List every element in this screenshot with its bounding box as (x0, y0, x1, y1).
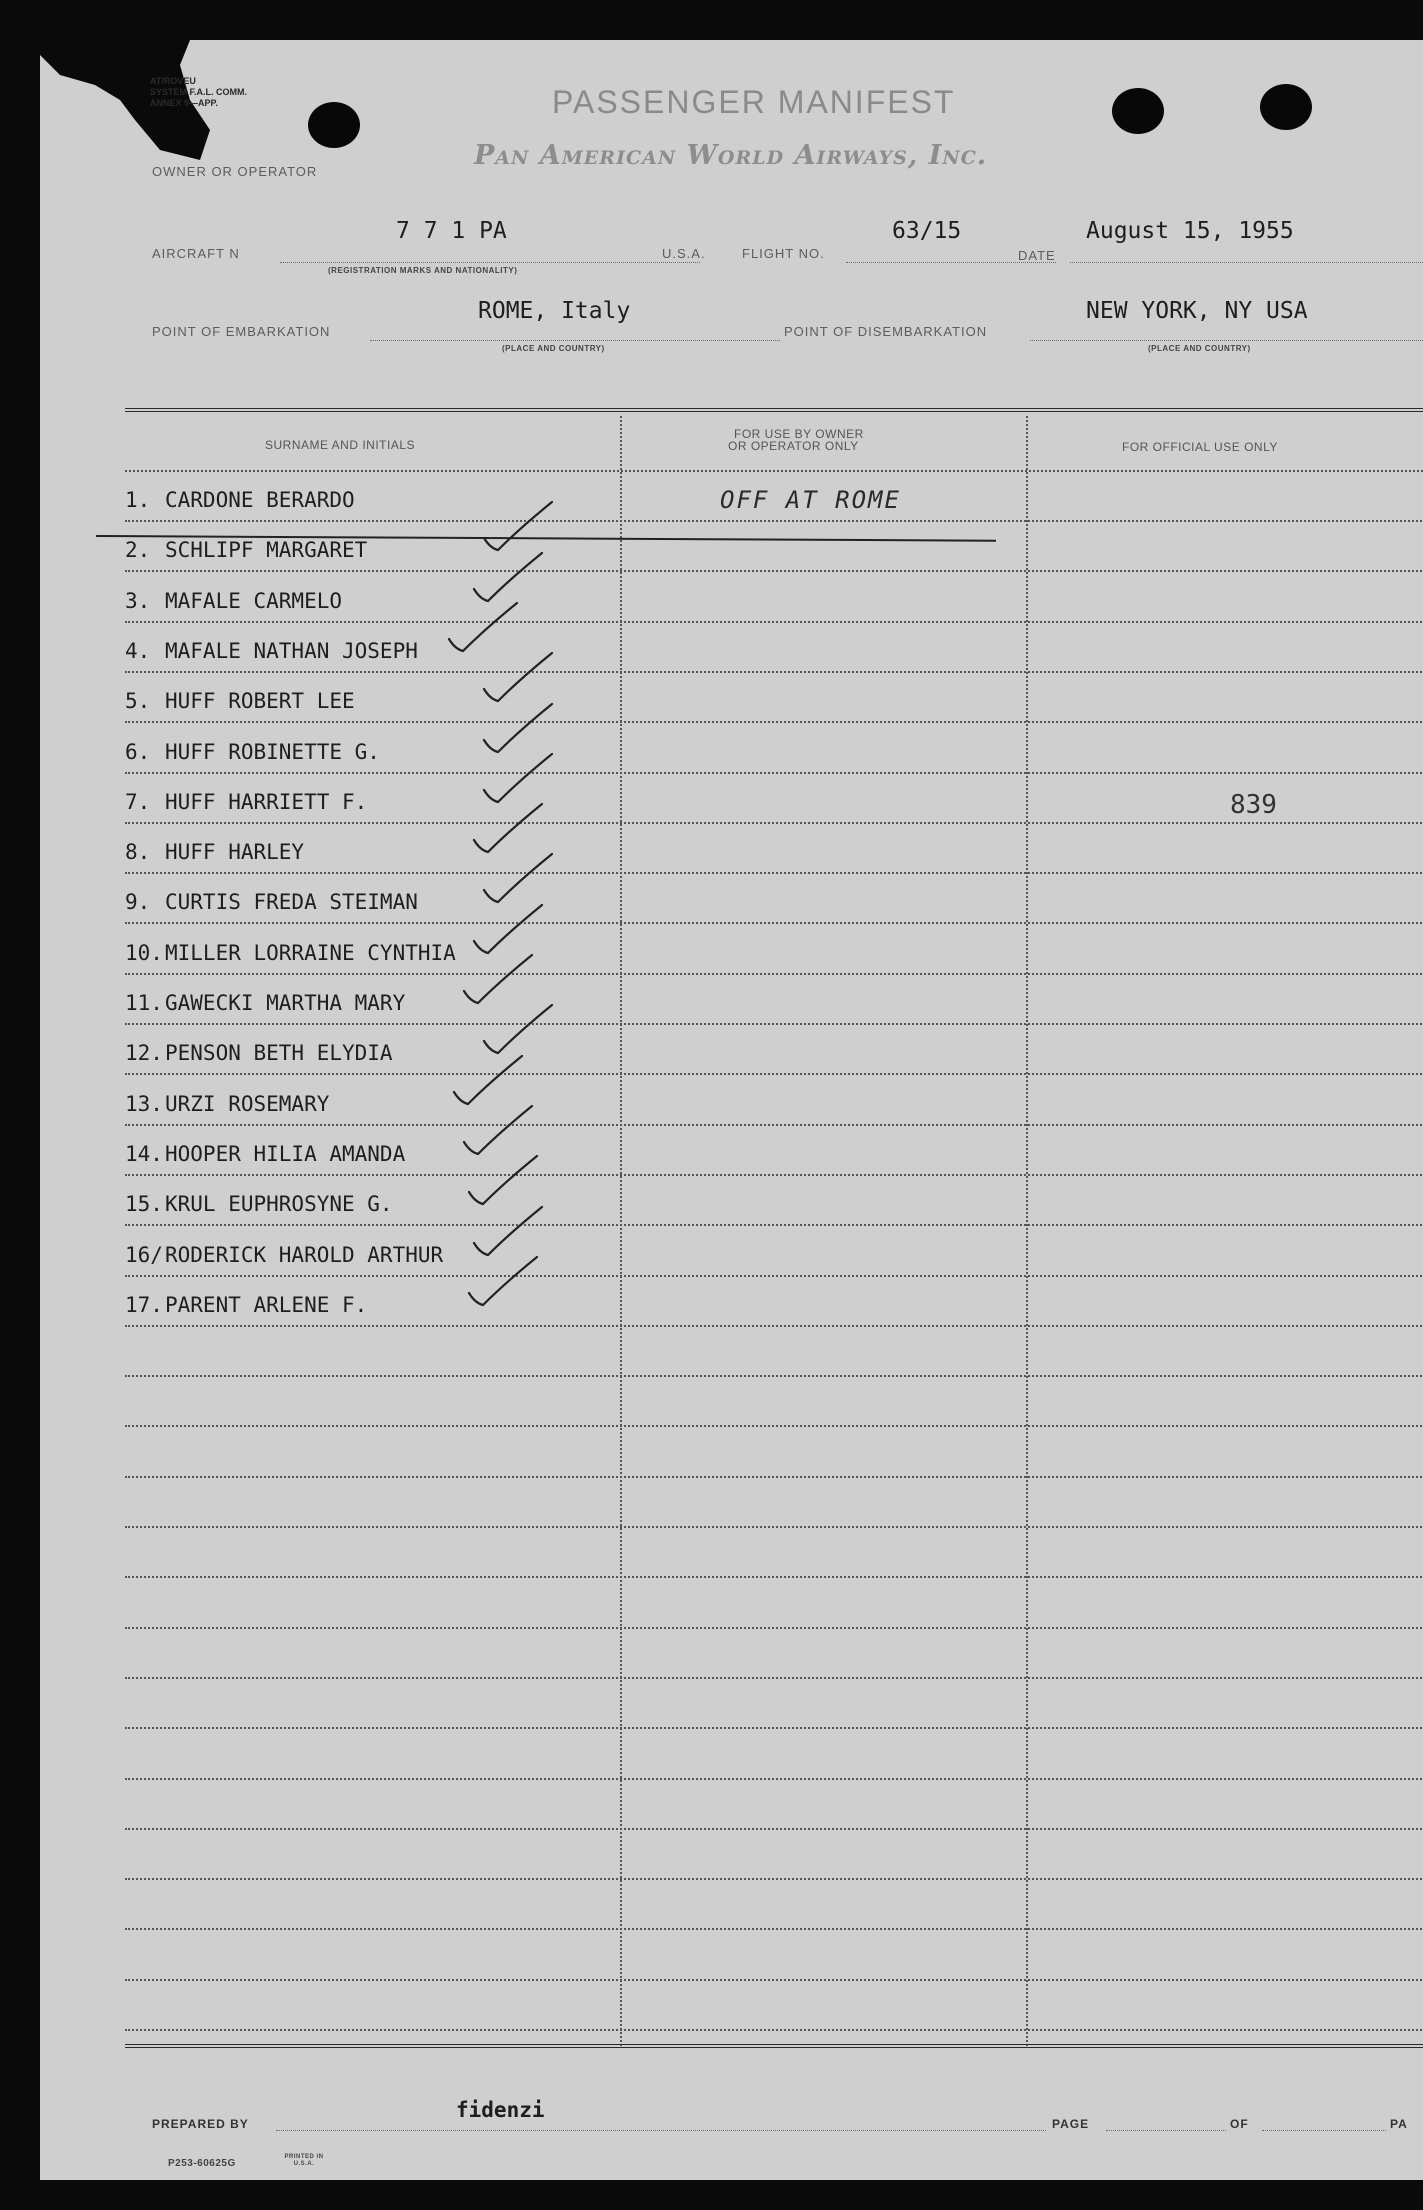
passenger-name: RODERICK HAROLD ARTHUR (165, 1242, 444, 1267)
empty-row (125, 1325, 1423, 1375)
empty-row (125, 1878, 1423, 1928)
check-mark-icon (465, 1253, 545, 1313)
passenger-name: PARENT ARLENE F. (165, 1292, 368, 1317)
flight-label: FLIGHT NO. (742, 246, 825, 261)
date-line (1070, 262, 1423, 263)
passenger-number: 4. (125, 638, 151, 663)
row-rule (125, 2029, 1423, 2031)
prepared-by-value: fidenzi (456, 2098, 545, 2122)
date-label: DATE (1018, 248, 1056, 263)
empty-row (125, 1828, 1423, 1878)
passenger-number: 8. (125, 840, 151, 865)
printed-note: PRINTED IN U.S.A. (284, 2154, 324, 2167)
punch-hole-1 (308, 102, 360, 148)
empty-row (125, 1526, 1423, 1576)
date-value: August 15, 1955 (1086, 218, 1294, 244)
flight-value: 63/15 (892, 218, 962, 244)
passenger-name: KRUL EUPHROSYNE G. (165, 1192, 393, 1217)
form-stamp: AT/ROVEU SYSTEM F.A.L. COMM. ANNEX 9—APP. (150, 76, 248, 108)
torn-corner (40, 40, 280, 240)
aircraft-line (280, 262, 700, 263)
disembarkation-value: NEW YORK, NY USA (1086, 298, 1308, 324)
passenger-name: GAWECKI MARTHA MARY (165, 991, 406, 1015)
table-top-rule (125, 408, 1423, 412)
embarkation-label: POINT OF EMBARKATION (152, 324, 331, 339)
empty-row (125, 1677, 1423, 1727)
surname-column-header: SURNAME AND INITIALS (265, 438, 416, 452)
of-line (1262, 2130, 1386, 2131)
empty-row (125, 1728, 1423, 1778)
prepared-by-label: PREPARED BY (152, 2117, 249, 2131)
passenger-row (125, 1074, 1423, 1124)
official-note: 839 (1230, 790, 1277, 820)
punch-hole-3 (1260, 84, 1312, 130)
passenger-number: 3. (125, 588, 151, 613)
empty-row (125, 1979, 1423, 2029)
of-label: OF (1230, 2117, 1249, 2131)
pa-label: PA (1390, 2117, 1408, 2131)
passenger-name: CURTIS FREDA STEIMAN (165, 890, 418, 915)
disembarkation-label: POINT OF DISEMBARKATION (784, 324, 988, 339)
empty-row (125, 1476, 1423, 1526)
passenger-name: HUFF ROBINETTE G. (165, 739, 380, 764)
passenger-name: SCHLIPF MARGARET (165, 538, 368, 563)
passenger-number: 14. (125, 1141, 163, 1166)
embarkation-value: ROME, Italy (478, 298, 631, 324)
passenger-row (125, 822, 1423, 872)
passenger-name: HUFF HARRIETT F. (165, 789, 368, 814)
passenger-row (125, 571, 1423, 621)
page-title: PASSENGER MANIFEST (552, 84, 956, 120)
owner-note-off-at-rome: OFF AT ROME (720, 486, 901, 514)
aircraft-label: AIRCRAFT N (152, 246, 240, 261)
table-bottom-rule (125, 2044, 1423, 2048)
manifest-page (40, 40, 1423, 2180)
passenger-name: PENSON BETH ELYDIA (165, 1041, 393, 1066)
passenger-number: 9. (125, 890, 151, 915)
passenger-number: 11. (125, 991, 163, 1015)
owner-column-header-line2: OR OPERATOR ONLY (728, 439, 859, 453)
passenger-name: MAFALE CARMELO (165, 588, 343, 613)
passenger-row (125, 621, 1423, 671)
passenger-number: 10. (125, 940, 163, 965)
empty-row (125, 1778, 1423, 1828)
passenger-number: 15. (125, 1192, 163, 1217)
passenger-number: 12. (125, 1041, 163, 1066)
owner-column-header-line1: FOR USE BY OWNER (734, 427, 864, 441)
passenger-name: MILLER LORRAINE CYNTHIA (165, 940, 456, 965)
owner-label: OWNER OR OPERATOR (152, 164, 318, 179)
passenger-name: CARDONE BERARDO (165, 488, 355, 512)
punch-hole-2 (1112, 88, 1164, 134)
passenger-name: HUFF ROBERT LEE (165, 689, 355, 714)
empty-row (125, 1627, 1423, 1677)
passenger-row (125, 520, 1423, 570)
passenger-row (125, 1023, 1423, 1073)
passenger-name: HOOPER HILIA AMANDA (165, 1141, 406, 1166)
empty-row (125, 1426, 1423, 1476)
page-line (1106, 2130, 1226, 2131)
page-label: PAGE (1052, 2117, 1090, 2131)
passenger-row (125, 1275, 1423, 1325)
form-number: P253-60625G (168, 2158, 236, 2169)
embarkation-line (370, 340, 780, 341)
passenger-number: 1. (125, 488, 151, 512)
passenger-row (125, 973, 1423, 1023)
passenger-number: 13. (125, 1091, 163, 1116)
disembarkation-line (1030, 340, 1423, 341)
passenger-row (125, 722, 1423, 772)
empty-row (125, 1929, 1423, 1979)
embarkation-note: (PLACE AND COUNTRY) (502, 344, 605, 353)
passenger-number: 17. (125, 1292, 163, 1317)
passenger-number: 16/ (125, 1242, 163, 1267)
passenger-number: 6. (125, 739, 151, 764)
passenger-name: HUFF HARLEY (165, 840, 305, 865)
owner-name: Pan American World Airways, Inc. (474, 140, 988, 171)
aircraft-value: 7 7 1 PA (396, 218, 507, 244)
empty-row (125, 1577, 1423, 1627)
passenger-row (125, 1225, 1423, 1275)
usa-label: U.S.A. (662, 246, 706, 261)
passenger-name: URZI ROSEMARY (165, 1091, 330, 1116)
disembarkation-note: (PLACE AND COUNTRY) (1148, 344, 1251, 353)
passenger-name: MAFALE NATHAN JOSEPH (165, 638, 418, 663)
passenger-row (125, 1174, 1423, 1224)
empty-row (125, 1375, 1423, 1425)
passenger-number: 2. (125, 538, 151, 563)
passenger-row (125, 1124, 1423, 1174)
passenger-row (125, 923, 1423, 973)
passenger-row (125, 872, 1423, 922)
prepared-by-line (276, 2130, 1046, 2131)
official-column-header: FOR OFFICIAL USE ONLY (1122, 440, 1278, 454)
passenger-number: 5. (125, 689, 151, 714)
registration-note: (REGISTRATION MARKS AND NATIONALITY) (328, 266, 518, 275)
passenger-row (125, 772, 1423, 822)
passenger-number: 7. (125, 789, 151, 814)
passenger-row (125, 671, 1423, 721)
